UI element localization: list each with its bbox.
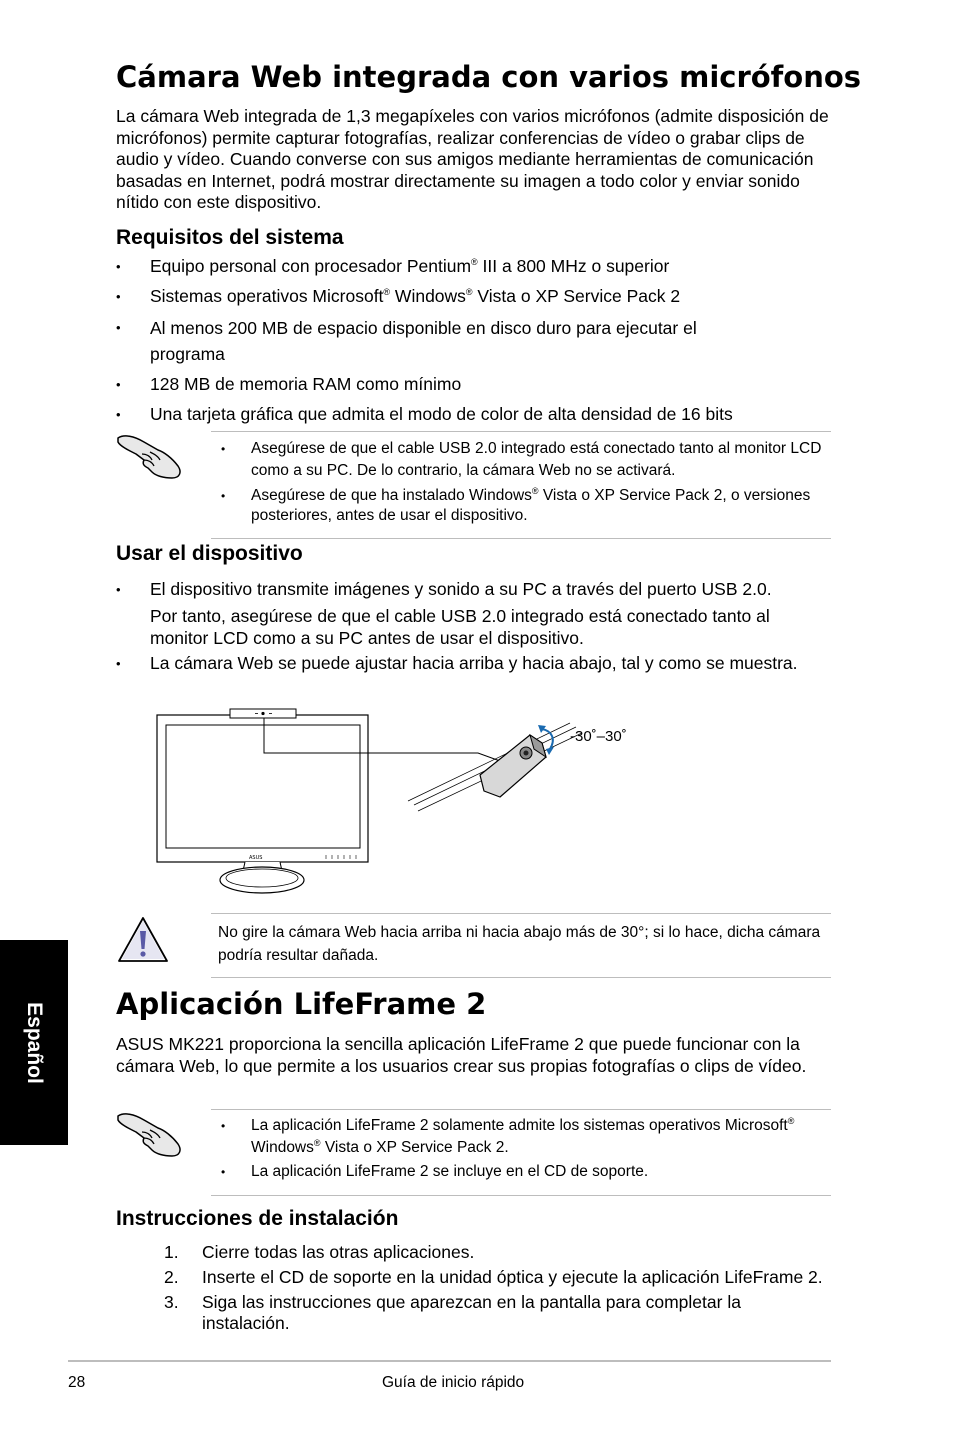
step-item: 3. Siga las instrucciones que aparezcan en la pantalla para completar la instalación.	[164, 1292, 741, 1333]
usar-list	[116, 579, 832, 607]
warning-triangle-icon	[116, 915, 170, 965]
note-item: • Asegúrese de que ha instalado Windows® Vista o XP Service Pack 2, o versiones posteriores, antes de usar el dispositivo.	[211, 486, 831, 526]
footer-divider	[68, 1360, 831, 1362]
requisitos-list	[116, 256, 832, 425]
instalacion-heading: Instrucciones de instalación	[116, 1207, 399, 1230]
note-item: • La aplicación LifeFrame 2 solamente admite los sistemas operativos Microsoft® Windows® Vista o XP Service Pack 2.	[211, 1115, 831, 1159]
svg-text:ASUS: ASUS	[249, 855, 263, 861]
requisitos-heading: Requisitos del sistema	[116, 226, 344, 249]
warning-text: No gire la cámara Web hacia arriba ni hacia abajo más de 30°; si lo hace, dicha cámara podría resultar dañada.	[218, 924, 821, 964]
warning-box	[211, 913, 831, 978]
note-box	[211, 431, 831, 539]
install-steps	[160, 1242, 832, 1334]
usar-list-2	[116, 653, 832, 675]
list-item: • La cámara Web se puede ajustar hacia arriba y hacia abajo, tal y como se muestra.	[116, 653, 832, 675]
angle-label: -30˚–30˚	[570, 728, 627, 745]
list-item: • Sistemas operativos Microsoft® Windows® Vista o XP Service Pack 2	[116, 286, 832, 308]
page-number: 28	[68, 1374, 86, 1391]
guide-title: Guía de inicio rápido	[382, 1374, 525, 1391]
step-item: 2. Inserte el CD de soporte en la unidad óptica y ejecute la aplicación LifeFrame 2.	[164, 1267, 823, 1287]
note-item: • Asegúrese de que el cable USB 2.0 integrado está conectado tanto al monitor LCD como a su PC. De lo contrario, la cámara Web no se activará.	[211, 438, 831, 482]
step-item: 1. Cierre todas las otras aplicaciones.	[164, 1242, 475, 1262]
note-box-lifeframe	[211, 1109, 831, 1196]
language-label: Español	[23, 1001, 46, 1084]
list-item: • Al menos 200 MB de espacio disponible en disco duro para ejecutar el programa	[116, 315, 832, 367]
list-item: • 128 MB de memoria RAM como mínimo	[116, 374, 832, 396]
list-item: • Una tarjeta gráfica que admita el modo de color de alta densidad de 16 bits	[116, 404, 832, 426]
usar-heading: Usar el dispositivo	[116, 542, 303, 565]
usar-continuation: Por tanto, asegúrese de que el cable USB 2.0 integrado está conectado tanto al monitor LCD como a su PC antes de usar el dispositivo.	[150, 606, 770, 648]
page-title: Cámara Web integrada con varios micrófonos	[116, 60, 862, 94]
language-tab	[0, 940, 68, 1145]
lifeframe-intro: ASUS MK221 proporciona la sencilla aplicación LifeFrame 2 que puede funcionar con la cámara Web, lo que permite a los usuarios crear sus propias fotografías o clips de vídeo.	[116, 1034, 807, 1076]
intro-paragraph: La cámara Web integrada de 1,3 megapíxeles con varios micrófonos (admite disposición de micrófonos) permite capturar fotografías, realizar conferencias de vídeo o grabar clips de audio y vídeo. Cuando converse con sus amigos mediante herramientas de comunicación basadas en Internet, podrá mostrar directamente su imagen a todo color y enviar sonido nítido con este dispositivo.	[116, 106, 829, 212]
hand-pointing-icon	[114, 430, 186, 482]
list-item: • El dispositivo transmite imágenes y sonido a su PC a través del puerto USB 2.0.	[116, 579, 832, 601]
list-item: • Equipo personal con procesador Pentium® III a 800 MHz o superior	[116, 256, 832, 278]
hand-pointing-icon	[114, 1108, 186, 1160]
section-title-lifeframe: Aplicación LifeFrame 2	[116, 987, 487, 1021]
note-item: • La aplicación LifeFrame 2 se incluye en el CD de soporte.	[211, 1161, 831, 1183]
